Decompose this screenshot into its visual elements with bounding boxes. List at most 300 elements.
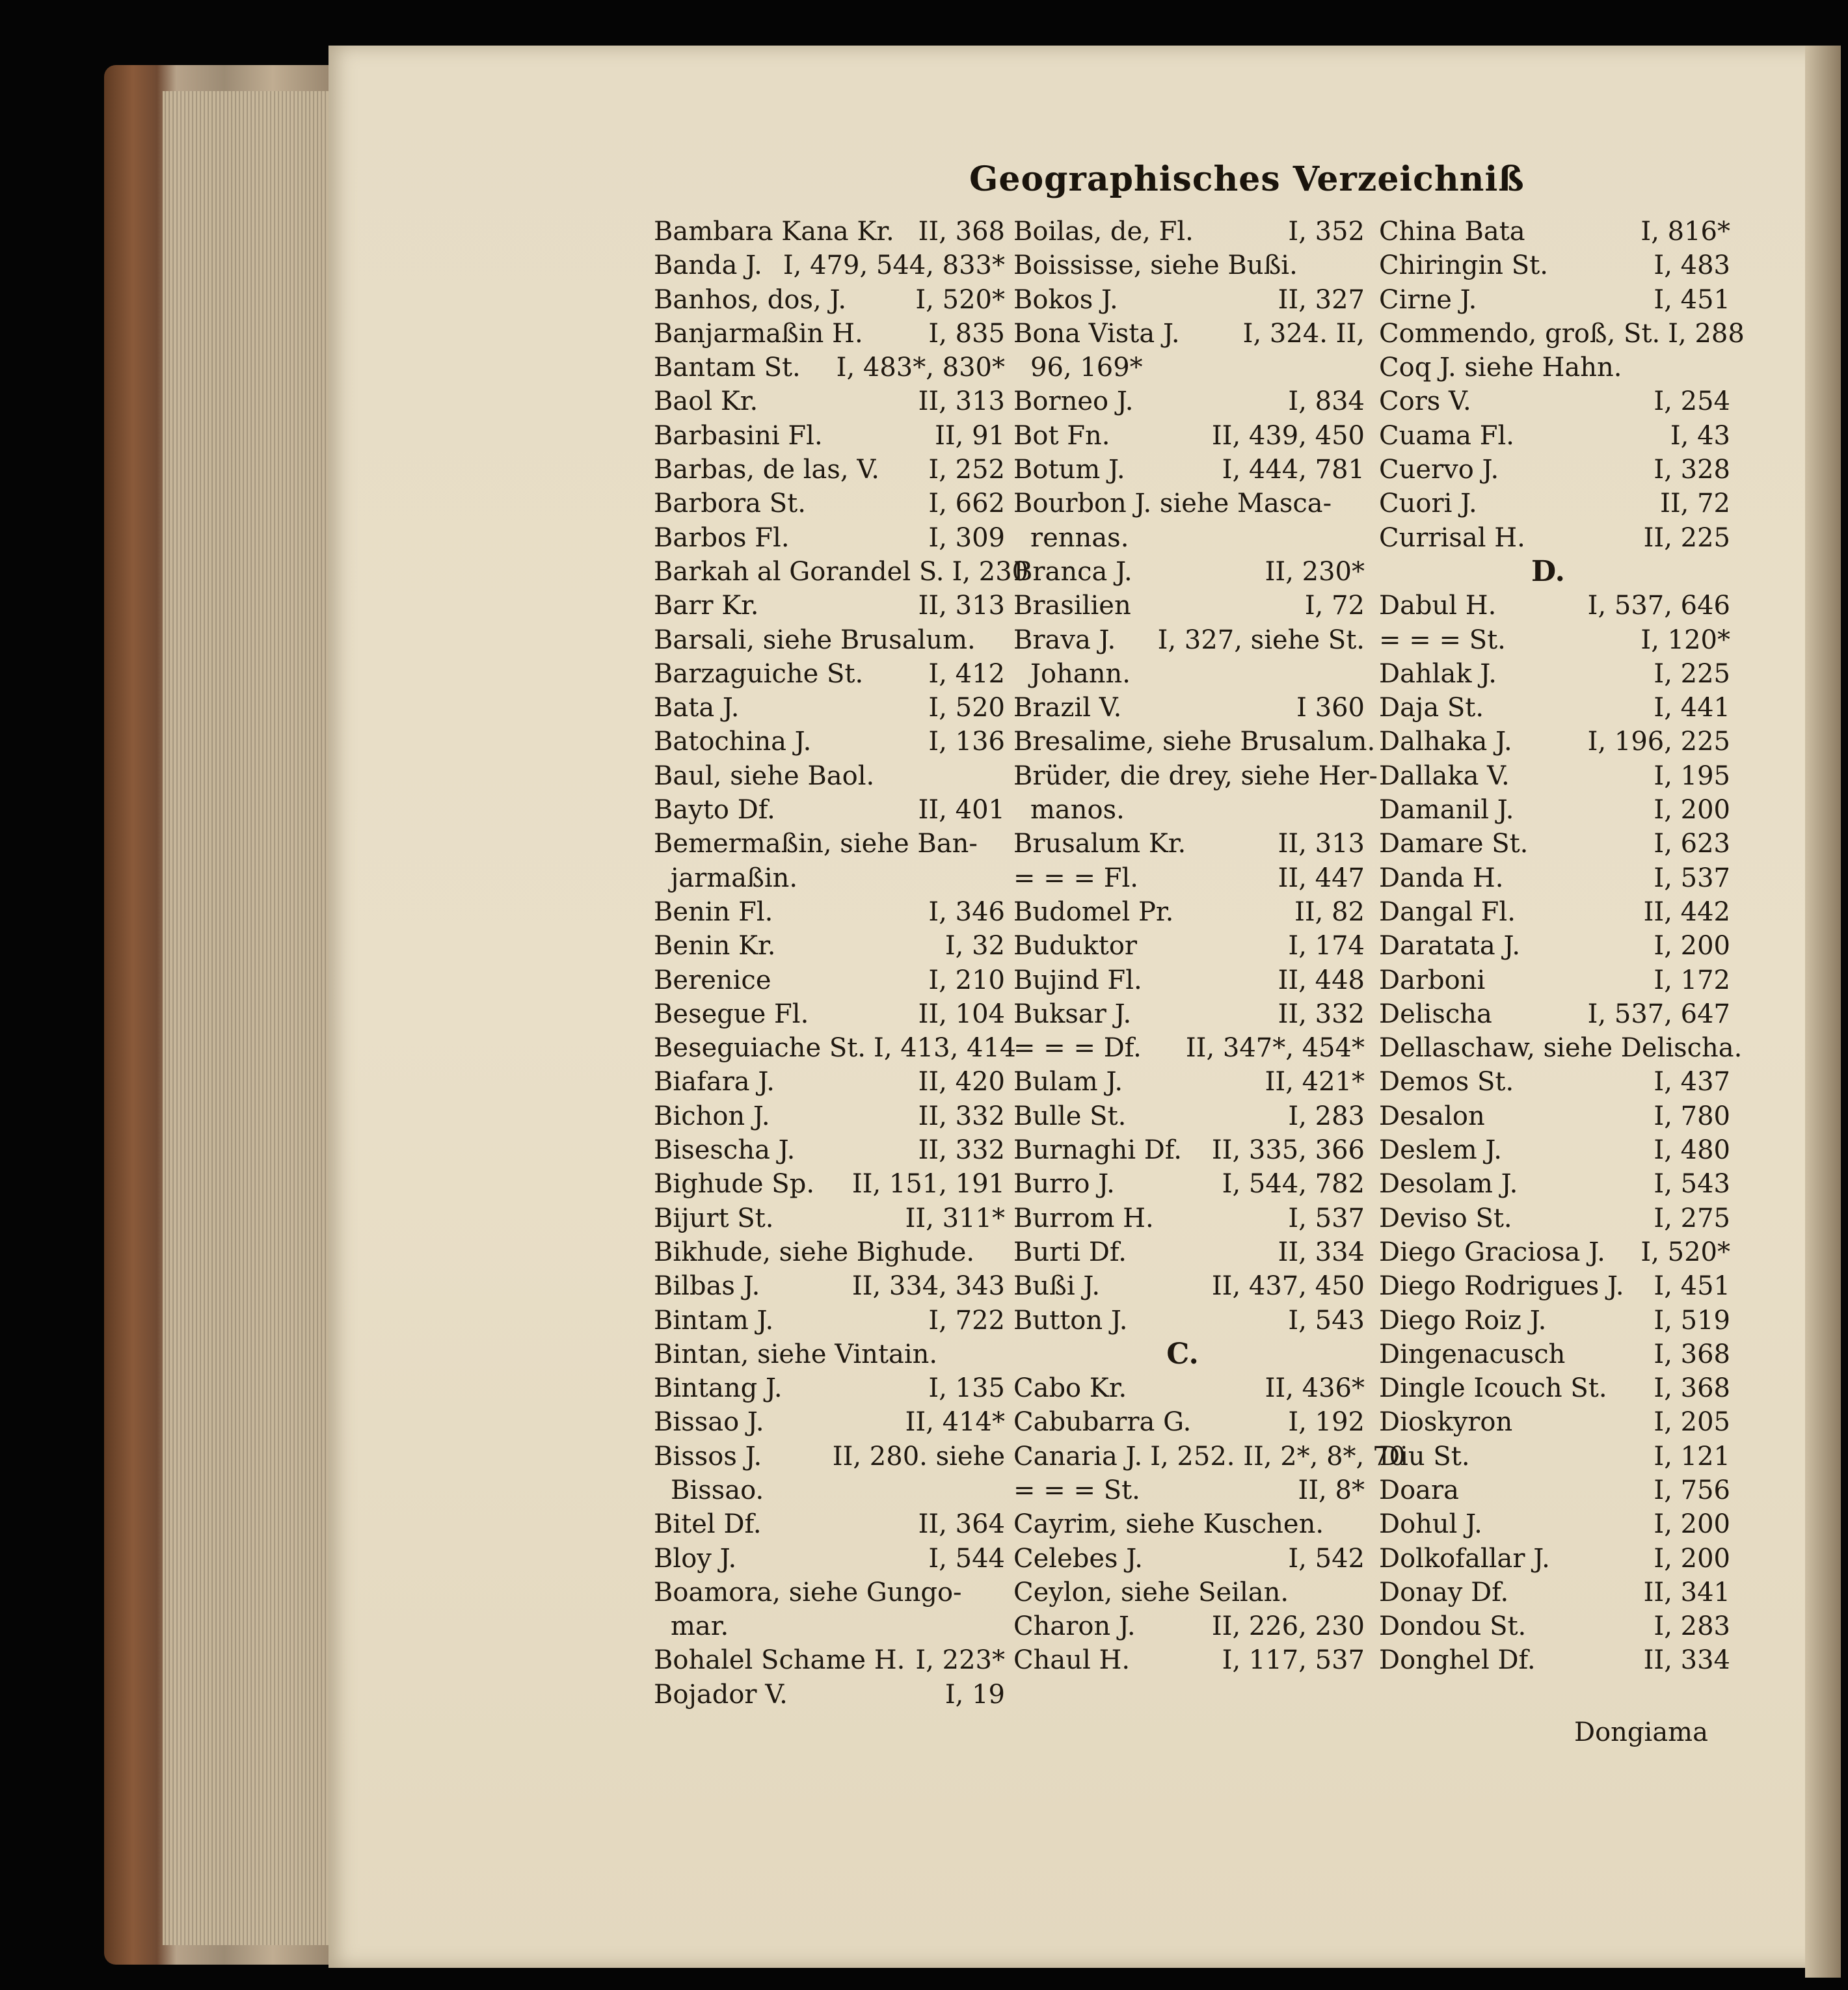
entry-name: Bloy J. <box>654 1543 737 1574</box>
entry-name: Diego Graciosa J. <box>1379 1237 1605 1267</box>
entry-reference: II, 437, 450 <box>1211 1271 1365 1302</box>
index-entry <box>1013 555 1365 589</box>
entry-reference: I, 835 <box>928 318 1005 349</box>
entry-reference: II, 332 <box>918 1135 1005 1166</box>
index-entry <box>1379 1542 1730 1576</box>
entry-reference: I, 543 <box>1654 1169 1730 1200</box>
index-entry <box>1379 487 1730 520</box>
entry-reference: I, 346 <box>928 896 1005 927</box>
index-entry <box>1379 1473 1730 1507</box>
entry-name: Donghel Df. <box>1379 1645 1536 1676</box>
entry-reference: I, 196, 225 <box>1587 727 1730 757</box>
entry-reference: I, 451 <box>1654 1271 1730 1302</box>
index-entry <box>1013 1099 1365 1133</box>
entry-name: Cors V. <box>1379 386 1471 417</box>
index-entry <box>654 351 1005 384</box>
index-entry <box>654 1338 1005 1371</box>
entry-reference: II, 313 <box>918 591 1005 621</box>
entry-reference: I, 283 <box>1654 1611 1730 1642</box>
index-entry <box>1379 997 1730 1031</box>
index-entry <box>654 1065 1005 1099</box>
entry-name: Benin Fl. <box>654 896 773 927</box>
entry-reference: II, 151, 191 <box>851 1169 1005 1200</box>
index-entry <box>1379 1202 1730 1235</box>
entry-reference: I, 368 <box>1654 1339 1730 1369</box>
index-entry <box>654 759 1005 793</box>
entry-name: Danda H. <box>1379 863 1504 893</box>
entry-name: = = = St. <box>1379 625 1506 655</box>
entry-reference: II, 448 <box>1278 965 1365 995</box>
entry-name: Barbora St. <box>654 489 806 519</box>
entry-name: Baol Kr. <box>654 386 758 417</box>
index-entry <box>1013 384 1365 418</box>
index-column-3 <box>1379 215 1745 1678</box>
index-entry <box>1379 1235 1730 1269</box>
entry-name: Benin Kr. <box>654 931 776 961</box>
entry-name: Boississe, siehe Bußi. <box>1013 250 1298 281</box>
entry-name: Dingle Icouch St. <box>1379 1373 1607 1404</box>
entry-reference: I, 252 <box>928 455 1005 485</box>
entry-name: Commendo, groß, St. <box>1379 318 1661 349</box>
entry-name: Botum J. <box>1013 455 1125 485</box>
entry-name: Budomel Pr. <box>1013 896 1174 927</box>
entry-name: Coq J. siehe Hahn. <box>1379 353 1622 383</box>
entry-name: Dellaschaw, siehe Delischa. <box>1379 1033 1743 1064</box>
entry-reference: I, 117, 537 <box>1222 1645 1365 1676</box>
entry-reference: I, 230 <box>952 556 1029 587</box>
entry-reference: II, 447 <box>1278 863 1365 893</box>
entry-name: Burnaghi Df. <box>1013 1135 1182 1166</box>
entry-name: Bemermaßin, siehe Ban- <box>654 829 978 859</box>
entry-name: Bulle St. <box>1013 1101 1127 1131</box>
entry-reference: I, 756 <box>1654 1475 1730 1505</box>
entry-reference: I, 72 <box>1304 591 1365 621</box>
index-entry <box>654 1202 1005 1235</box>
index-entry <box>654 1031 1017 1065</box>
entry-name: Dalhaka J. <box>1379 727 1512 757</box>
index-entry <box>1013 1473 1365 1507</box>
index-entry <box>654 1576 1005 1609</box>
index-entry <box>1013 725 1376 759</box>
entry-reference: I, 252. II, 2*, 8*, 70 <box>1150 1441 1406 1472</box>
entry-reference: I, 275 <box>1654 1203 1730 1233</box>
entry-reference: I, 412 <box>928 658 1005 689</box>
entry-reference: II, 335, 366 <box>1211 1135 1365 1166</box>
index-entry <box>1379 1099 1730 1133</box>
index-entry <box>1379 1440 1730 1473</box>
index-entry <box>654 657 1005 691</box>
entry-name: Bissos J. <box>654 1441 762 1472</box>
entry-name: Bantam St. <box>654 353 801 383</box>
entry-name: Darboni <box>1379 965 1486 995</box>
entry-reference: II, 91 <box>935 420 1005 451</box>
entry-name: China Bata <box>1379 217 1525 247</box>
entry-name: Bilbas J. <box>654 1271 760 1302</box>
entry-reference: I, 327, siehe St. <box>1157 625 1365 655</box>
entry-continuation: manos. <box>1030 795 1125 826</box>
entry-reference: I, 519 <box>1654 1305 1730 1336</box>
entry-reference: I, 520 <box>928 693 1005 723</box>
index-entry <box>1379 521 1730 555</box>
index-entry <box>1379 1405 1730 1439</box>
index-entry <box>1013 759 1378 793</box>
entry-name: Buksar J. <box>1013 999 1132 1029</box>
index-entry <box>1013 1269 1365 1303</box>
index-entry <box>1379 589 1730 623</box>
entry-reference: I, 520* <box>915 284 1005 315</box>
entry-reference: I, 174 <box>1288 931 1365 961</box>
entry-reference: I, 195 <box>1654 760 1730 791</box>
entry-name: Bojador V. <box>654 1679 788 1710</box>
entry-name: Bissao J. <box>654 1407 764 1438</box>
index-entry <box>1013 1643 1365 1677</box>
index-entry <box>1013 1133 1365 1167</box>
entry-reference: II, 414* <box>905 1407 1005 1438</box>
entry-name: Barkah al Gorandel S. <box>654 556 944 587</box>
entry-reference: II, 341 <box>1643 1577 1730 1607</box>
index-entry <box>654 1133 1005 1167</box>
entry-reference: I, 816* <box>1640 217 1730 247</box>
entry-name: Celebes J. <box>1013 1543 1143 1574</box>
entry-reference: II, 280. siehe <box>832 1441 1005 1472</box>
entry-reference: I, 483*, 830* <box>836 353 1005 383</box>
entry-reference: I, 722 <box>928 1305 1005 1336</box>
index-entry <box>654 1643 1005 1677</box>
index-entry <box>1379 1065 1730 1099</box>
entry-name: Cabo Kr. <box>1013 1373 1127 1404</box>
index-entry <box>1379 317 1745 351</box>
entry-name: Cuervo J. <box>1379 455 1499 485</box>
index-entry <box>654 895 1005 929</box>
entry-name: Daja St. <box>1379 693 1484 723</box>
entry-reference: I, 537 <box>1654 863 1730 893</box>
entry-name: Dingenacusch <box>1379 1339 1566 1369</box>
index-entry <box>1379 215 1730 249</box>
entry-reference: I, 210 <box>928 965 1005 995</box>
entry-name: Bighude Sp. <box>654 1169 815 1200</box>
entry-reference: I, 780 <box>1654 1101 1730 1131</box>
entry-reference: I, 121 <box>1654 1441 1730 1472</box>
index-entry <box>654 283 1005 317</box>
entry-name: Dabul H. <box>1379 591 1497 621</box>
entry-name: Donay Df. <box>1379 1577 1509 1607</box>
entry-name: Desalon <box>1379 1101 1485 1131</box>
index-entry <box>654 997 1005 1031</box>
entry-reference: I, 368 <box>1654 1373 1730 1404</box>
index-entry <box>1013 1235 1365 1269</box>
index-entry <box>654 963 1005 997</box>
entry-reference: II, 364 <box>918 1509 1005 1540</box>
entry-name: Delischa <box>1379 999 1492 1029</box>
entry-reference: II, 421* <box>1265 1067 1365 1097</box>
index-entry <box>1379 1338 1730 1371</box>
index-entry <box>1379 725 1730 759</box>
index-entry <box>1379 419 1730 453</box>
index-entry <box>1013 1065 1365 1099</box>
index-entry <box>1379 657 1730 691</box>
index-entry <box>1013 589 1365 623</box>
entry-name: Diego Roiz J. <box>1379 1305 1547 1336</box>
index-entry <box>654 1405 1005 1439</box>
entry-reference: I, 205 <box>1654 1407 1730 1438</box>
index-entry <box>654 249 1005 282</box>
entry-name: Branca J. <box>1013 556 1132 587</box>
entry-continuation: rennas. <box>1030 522 1129 553</box>
entry-reference: II, 311* <box>905 1203 1005 1233</box>
entry-reference: II, 225 <box>1643 522 1730 553</box>
index-entry <box>1379 1576 1730 1609</box>
entry-reference: I, 200 <box>1654 1543 1730 1574</box>
index-entry <box>1379 929 1730 963</box>
index-entry <box>1013 997 1365 1031</box>
index-column-1 <box>654 215 1029 1712</box>
index-entry <box>1013 283 1365 317</box>
index-entry <box>654 623 1005 657</box>
entry-name: Baul, siehe Baol. <box>654 760 875 791</box>
entry-name: Cuama Fl. <box>1379 420 1514 451</box>
entry-name: Bulam J. <box>1013 1067 1123 1097</box>
entry-reference: I, 200 <box>1654 931 1730 961</box>
index-entry <box>654 793 1005 827</box>
entry-name: Bintang J. <box>654 1373 783 1404</box>
entry-reference: I, 120* <box>1640 625 1730 655</box>
index-entry <box>1013 691 1365 725</box>
entry-reference: I, 223* <box>915 1645 1005 1676</box>
index-entry <box>1013 1202 1365 1235</box>
entry-name: Bitel Df. <box>654 1509 762 1540</box>
entry-name: Brusalum Kr. <box>1013 829 1186 859</box>
entry-reference: II, 313 <box>918 386 1005 417</box>
entry-reference: I, 192 <box>1288 1407 1365 1438</box>
entry-name: Damanil J. <box>1379 795 1514 826</box>
index-entry <box>654 929 1005 963</box>
entry-name: Diego Rodrigues J. <box>1379 1271 1624 1302</box>
index-entry <box>1013 1371 1365 1405</box>
running-head: Geographisches Verzeichniß <box>969 159 1525 199</box>
entry-name: Cabubarra G. <box>1013 1407 1192 1438</box>
entry-continuation: 96, 169* <box>1030 353 1143 383</box>
entry-name: Cayrim, siehe Kuschen. <box>1013 1509 1324 1540</box>
entry-name: Burrom H. <box>1013 1203 1154 1233</box>
entry-name: Cuori J. <box>1379 489 1477 519</box>
entry-name: Banjarmaßin H. <box>654 318 863 349</box>
page-stack-edge <box>163 91 345 1945</box>
index-column-2 <box>1013 215 1406 1678</box>
index-entry <box>654 1371 1005 1405</box>
entry-reference: I, 537 <box>1288 1203 1365 1233</box>
entry-name: Brazil V. <box>1013 693 1122 723</box>
entry-name: Charon J. <box>1013 1611 1136 1642</box>
index-entry <box>1379 249 1730 282</box>
entry-reference: II, 327 <box>1278 284 1365 315</box>
entry-name: Dohul J. <box>1379 1509 1482 1540</box>
entry-reference: I, 254 <box>1654 386 1730 417</box>
index-entry <box>1013 1609 1365 1643</box>
index-entry <box>1013 963 1365 997</box>
entry-reference: I, 43 <box>1670 420 1730 451</box>
entry-name: Bohalel Schame H. <box>654 1645 905 1676</box>
index-entry <box>1013 861 1365 895</box>
entry-reference: I, 542 <box>1288 1543 1365 1574</box>
entry-name: Batochina J. <box>654 727 812 757</box>
entry-reference: I, 309 <box>928 522 1005 553</box>
entry-reference: I, 544 <box>928 1543 1005 1574</box>
entry-name: Bujind Fl. <box>1013 965 1142 995</box>
entry-name: Barsali, siehe Brusalum. <box>654 625 976 655</box>
entry-name: Besegue Fl. <box>654 999 809 1029</box>
index-entry <box>654 691 1005 725</box>
index-entry <box>1379 283 1730 317</box>
entry-reference: II, 313 <box>1278 829 1365 859</box>
entry-name: Bintam J. <box>654 1305 774 1336</box>
index-entry <box>1013 1576 1365 1609</box>
index-entry <box>1013 249 1365 282</box>
entry-name: Barr Kr. <box>654 591 759 621</box>
entry-name: Cirne J. <box>1379 284 1477 315</box>
entry-reference: I, 324. II, <box>1242 318 1365 349</box>
catchword: Dongiama <box>1574 1717 1708 1747</box>
index-entry <box>1379 691 1730 725</box>
entry-reference: I, 437 <box>1654 1067 1730 1097</box>
entry-name: Dioskyron <box>1379 1407 1513 1438</box>
entry-reference: I, 537, 646 <box>1587 591 1730 621</box>
entry-reference: II, 72 <box>1660 489 1730 519</box>
entry-reference: I, 662 <box>928 489 1005 519</box>
entry-reference: II, 439, 450 <box>1211 420 1365 451</box>
entry-reference: I, 483 <box>1654 250 1730 281</box>
facing-page-edge <box>1805 46 1841 1978</box>
entry-reference: I, 623 <box>1654 829 1730 859</box>
entry-name: Canaria J. <box>1013 1441 1143 1472</box>
index-entry <box>1379 759 1730 793</box>
entry-name: Bona Vista J. <box>1013 318 1180 349</box>
entry-name: Currisal H. <box>1379 522 1525 553</box>
entry-reference: II, 436* <box>1265 1373 1365 1404</box>
entry-reference: I, 537, 647 <box>1587 999 1730 1029</box>
entry-reference: I 360 <box>1296 693 1365 723</box>
entry-reference: I, 479, 544, 833* <box>783 250 1005 281</box>
entry-reference: I, 136 <box>928 727 1005 757</box>
entry-continuation: Johann. <box>1030 658 1131 689</box>
index-entry <box>654 725 1005 759</box>
entry-reference: II, 230* <box>1265 556 1365 587</box>
index-entry <box>1379 895 1730 929</box>
entry-name: Diu St. <box>1379 1441 1470 1472</box>
entry-name: Bichon J. <box>654 1101 770 1131</box>
entry-name: = = = Df. <box>1013 1033 1142 1064</box>
entry-name: Boilas, de, Fl. <box>1013 217 1194 247</box>
entry-reference: I, 352 <box>1288 217 1365 247</box>
entry-reference: I, 520* <box>1640 1237 1730 1267</box>
entry-reference: II, 226, 230 <box>1211 1611 1365 1642</box>
index-entry <box>1379 1609 1730 1643</box>
entry-reference: I, 200 <box>1654 1509 1730 1540</box>
entry-reference: I, 32 <box>944 931 1005 961</box>
index-entry <box>1379 453 1730 487</box>
entry-name: Bayto Df. <box>654 795 775 826</box>
entry-reference: II, 401 <box>918 795 1005 826</box>
index-entry <box>654 1235 1005 1269</box>
entry-reference: I, 200 <box>1654 795 1730 826</box>
entry-name: = = = St. <box>1013 1475 1140 1505</box>
index-entry <box>1013 929 1365 963</box>
index-entry <box>654 1678 1005 1712</box>
index-entry <box>654 521 1005 555</box>
index-entry <box>1013 215 1365 249</box>
index-entry <box>1013 1440 1406 1473</box>
entry-name: Ceylon, siehe Seilan. <box>1013 1577 1289 1607</box>
entry-name: Buduktor <box>1013 931 1138 961</box>
entry-name: Dallaka V. <box>1379 760 1510 791</box>
index-entry <box>654 317 1005 351</box>
entry-name: Dahlak J. <box>1379 658 1497 689</box>
entry-name: Borneo J. <box>1013 386 1134 417</box>
index-entry <box>1013 1031 1365 1065</box>
entry-name: Bintan, siehe Vintain. <box>654 1339 938 1369</box>
entry-reference: I, 543 <box>1288 1305 1365 1336</box>
entry-reference: I, 172 <box>1654 965 1730 995</box>
entry-reference: I, 544, 782 <box>1222 1169 1365 1200</box>
index-entry <box>654 1269 1005 1303</box>
entry-name: Bikhude, siehe Bighude. <box>654 1237 975 1267</box>
index-entry <box>1013 453 1365 487</box>
entry-reference: II, 104 <box>918 999 1005 1029</box>
index-entry <box>654 1507 1005 1541</box>
letter-heading: D. <box>1531 554 1565 588</box>
index-entry <box>1379 861 1730 895</box>
entry-continuation: Bissao. <box>671 1475 764 1505</box>
entry-reference: II, 420 <box>918 1067 1005 1097</box>
entry-name: Dondou St. <box>1379 1611 1527 1642</box>
entry-name: Chaul H. <box>1013 1645 1131 1676</box>
index-entry <box>1379 1371 1730 1405</box>
entry-continuation: mar. <box>671 1611 729 1642</box>
entry-name: Banda J. <box>654 250 762 281</box>
index-entry <box>1379 1643 1730 1677</box>
entry-name: Bisescha J. <box>654 1135 796 1166</box>
entry-name: Desolam J. <box>1379 1169 1518 1200</box>
entry-reference: I, 834 <box>1288 386 1365 417</box>
entry-name: Doara <box>1379 1475 1459 1505</box>
entry-name: Bambara Kana Kr. <box>654 217 894 247</box>
entry-reference: II, 8* <box>1298 1475 1365 1505</box>
index-entry <box>1013 487 1365 520</box>
entry-name: Bresalime, siehe Brusalum. <box>1013 727 1376 757</box>
entry-name: Daratata J. <box>1379 931 1521 961</box>
index-entry <box>1379 1133 1730 1167</box>
index-entry <box>1013 1507 1365 1541</box>
entry-reference: II, 334, 343 <box>851 1271 1005 1302</box>
entry-name: Bokos J. <box>1013 284 1118 315</box>
entry-name: Button J. <box>1013 1305 1128 1336</box>
entry-name: Beseguiache St. <box>654 1033 866 1064</box>
entry-name: Damare St. <box>1379 829 1529 859</box>
entry-name: Brava J. <box>1013 625 1116 655</box>
entry-reference: II, 347*, 454* <box>1185 1033 1365 1064</box>
index-entry <box>1379 351 1730 384</box>
entry-reference: I, 135 <box>928 1373 1005 1404</box>
entry-name: Bijurt St. <box>654 1203 774 1233</box>
entry-reference: II, 334 <box>1278 1237 1365 1267</box>
entry-reference: I, 444, 781 <box>1222 455 1365 485</box>
entry-name: Dolkofallar J. <box>1379 1543 1550 1574</box>
entry-name: Brasilien <box>1013 591 1131 621</box>
index-entry <box>654 1440 1005 1473</box>
entry-reference: I, 19 <box>944 1679 1005 1710</box>
entry-name: Barbasini Fl. <box>654 420 823 451</box>
entry-reference: II, 368 <box>918 217 1005 247</box>
entry-name: Berenice <box>654 965 771 995</box>
